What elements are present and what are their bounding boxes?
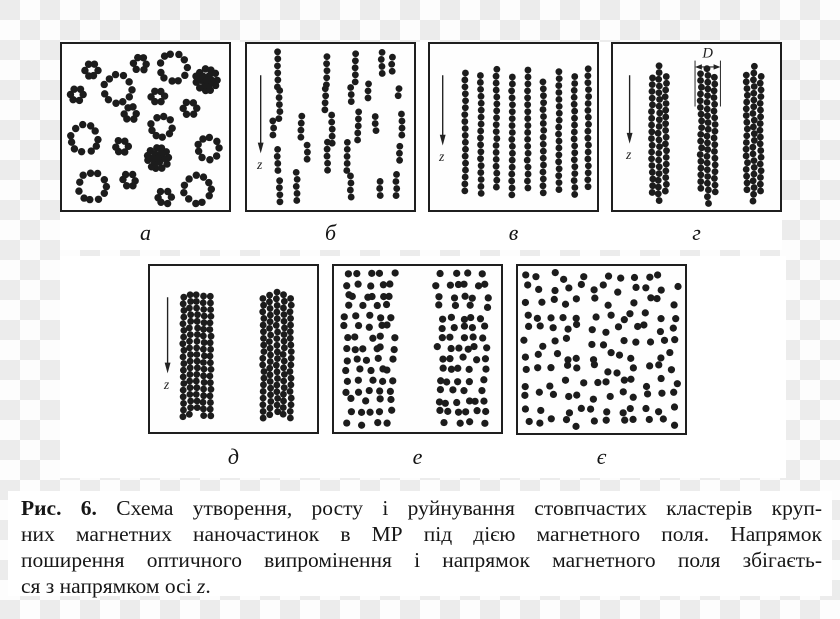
panel-g-label: г — [692, 220, 701, 245]
caption-text-1: Схема утворення, росту і руйнування стовпчастих кластерів круп- — [116, 496, 822, 520]
panel-v-canvas — [430, 44, 597, 210]
panel-e — [332, 264, 503, 434]
particle-dots — [461, 65, 592, 198]
particle-dots — [520, 269, 681, 430]
particle-dots — [269, 48, 405, 205]
panel-g — [611, 42, 782, 212]
caption-number: Рис. 6. — [21, 496, 97, 520]
axis-z-symbol: z — [197, 574, 206, 598]
svg-text:z: z — [257, 156, 263, 172]
panel-a-label: а — [140, 220, 151, 245]
particle-dots — [67, 51, 223, 208]
caption-line-3: поширення оптичного випромінення і напрямок магнетного поля збігаєть- — [21, 548, 822, 572]
panel-a — [60, 42, 231, 212]
particle-dots — [179, 289, 294, 422]
panel-v-label: в — [508, 220, 519, 245]
z-axis-arrow — [625, 75, 633, 162]
panel-b — [245, 42, 416, 212]
panel-ye-label: є — [596, 444, 607, 469]
panel-e-label: е — [412, 444, 423, 469]
panel-b-label: б — [324, 220, 337, 245]
z-axis-arrow — [256, 75, 264, 172]
panel-d-canvas — [150, 266, 317, 432]
panel-d-label: д — [227, 444, 240, 469]
particle-dots — [340, 269, 492, 428]
panel-e-canvas — [334, 266, 501, 432]
figure-caption — [21, 495, 822, 599]
z-axis-arrow — [163, 297, 171, 392]
z-axis-arrow — [438, 75, 446, 164]
caption-line-4: ся з напрямком осі z. — [21, 574, 211, 598]
caption-line-2: них магнетних наночастинок в МР під дією магнетного поля. Напрямок — [21, 522, 822, 546]
particle-dots — [648, 62, 765, 206]
panel-a-canvas — [62, 44, 229, 210]
panel-g-canvas — [613, 44, 780, 210]
panel-v — [428, 42, 599, 212]
svg-text:z: z — [439, 149, 445, 165]
svg-text:z: z — [625, 147, 632, 163]
panel-ye — [516, 264, 687, 435]
panel-d — [148, 264, 319, 434]
panel-ye-canvas — [518, 266, 685, 433]
svg-text:z: z — [163, 377, 170, 393]
panel-b-canvas — [247, 44, 414, 210]
caption-line-1 — [21, 495, 822, 521]
svg-text:D: D — [702, 45, 714, 62]
